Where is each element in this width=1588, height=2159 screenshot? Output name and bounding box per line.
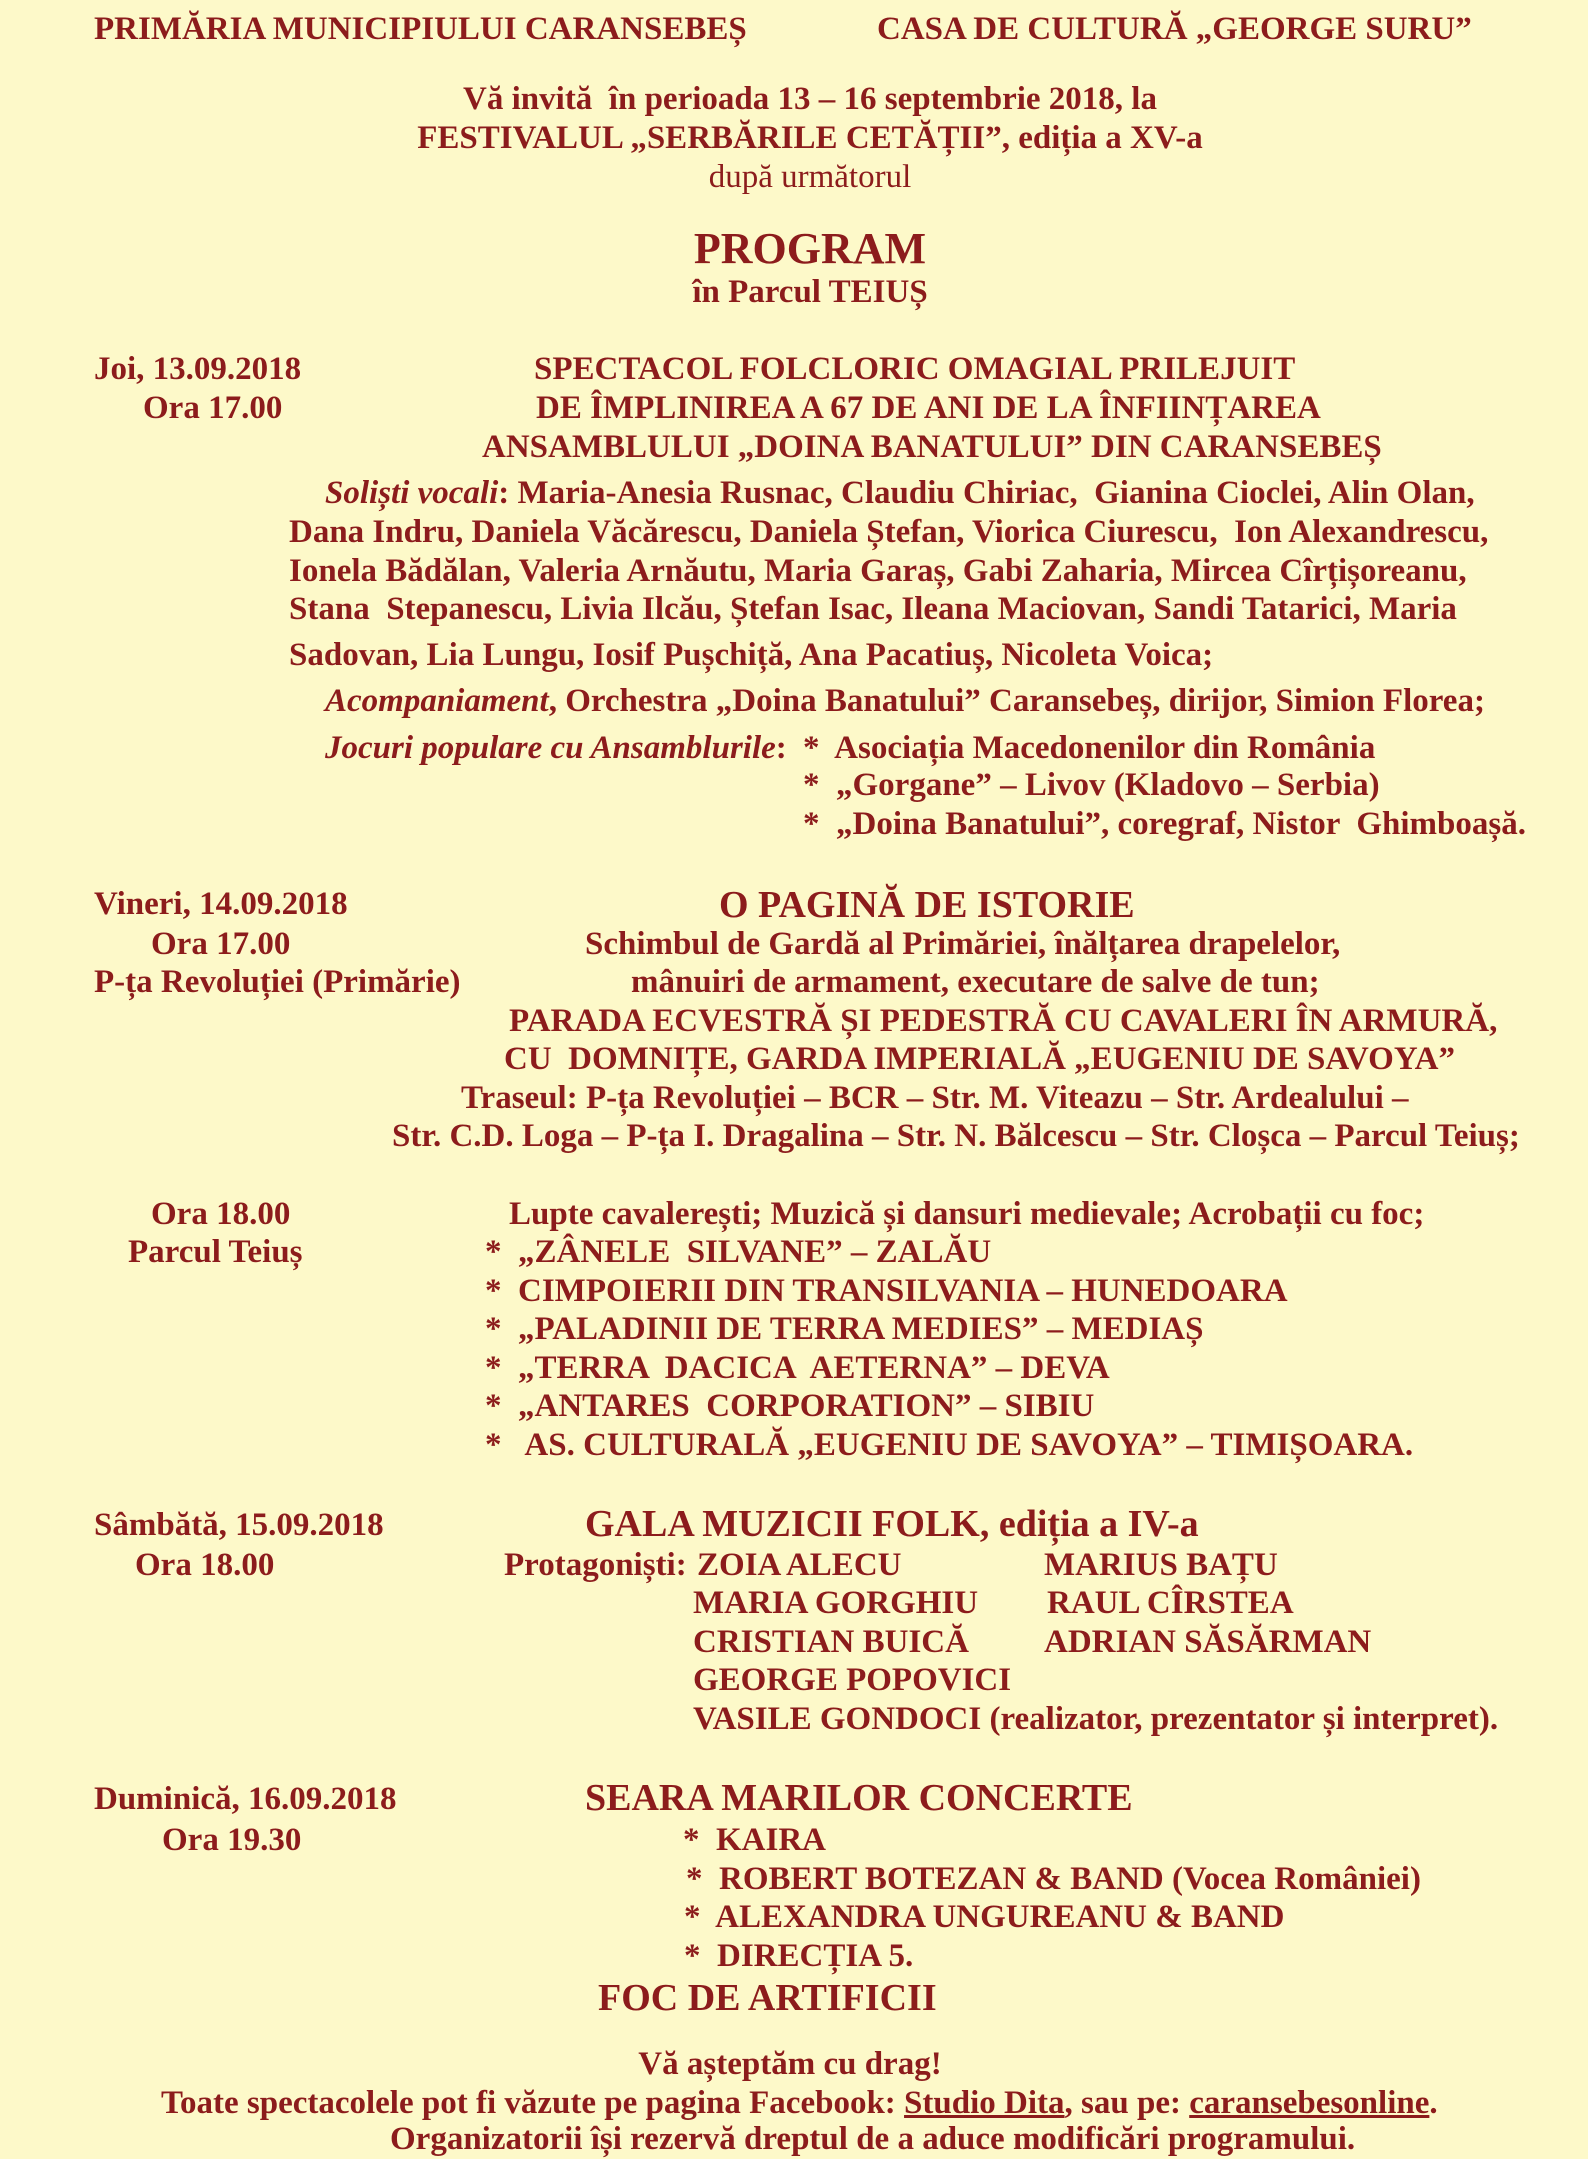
organizers-disclaimer: Organizatorii își rezervă dreptul de a aduce modificări programului.	[390, 2121, 1356, 2157]
ensemble-item: * „Gorgane” – Livov (Kladovo – Serbia)	[803, 767, 1380, 803]
event-date: Duminică, 16.09.2018	[94, 1781, 397, 1817]
artist-name: ADRIAN SĂSĂRMAN	[1044, 1624, 1372, 1660]
event-time: Ora 18.00	[151, 1196, 291, 1232]
event-description-line: mânuiri de armament, executare de salve de tun;	[631, 964, 1320, 1000]
parade-route-line: Traseul: P-ța Revoluției – BCR – Str. M. Viteazu – Str. Ardealului –	[461, 1080, 1409, 1116]
soloists-names: Stana Stepanescu, Livia Ilcău, Ștefan Isac, Ileana Maciovan, Sandi Tatarici, Maria	[289, 591, 1457, 627]
concert-act: * ROBERT BOTEZAN & BAND (Vocea României)	[686, 1861, 1421, 1897]
event-title: GALA MUZICII FOLK, ediția a IV-a	[585, 1503, 1199, 1545]
viewing-info-text: .	[1429, 2085, 1438, 2121]
concert-act: * DIRECȚIA 5.	[684, 1938, 914, 1974]
group-item: * „TERRA DACICA AETERNA” – DEVA	[485, 1350, 1110, 1386]
event-date: Joi, 13.09.2018	[94, 351, 302, 387]
viewing-info-text: , sau pe:	[1064, 2085, 1190, 2121]
invitation-subline: după următorul	[708, 159, 912, 195]
group-item: * „ANTARES CORPORATION” – SIBIU	[485, 1388, 1095, 1424]
event-description-line: Lupte cavalerești; Muzică și dansuri medievale; Acrobații cu foc;	[509, 1196, 1425, 1232]
event-title-line: DE ÎMPLINIREA A 67 DE ANI DE LA ÎNFIINȚAREA	[536, 390, 1321, 426]
parade-route-line: Str. C.D. Loga – P-ța I. Dragalina – Str. N. Bălcescu – Str. Cloșca – Parcul Teiuș;	[392, 1118, 1520, 1154]
festival-name: FESTIVALUL „SERBĂRILE CETĂȚII”, ediția a XV-a	[417, 120, 1203, 156]
dances-label: Jocuri populare cu Ansamblurile	[325, 730, 776, 766]
concert-act: * KAIRA	[683, 1822, 827, 1858]
facebook-page-link[interactable]: Studio Dita	[904, 2085, 1065, 2121]
concert-act: * ALEXANDRA UNGUREANU & BAND	[684, 1899, 1285, 1935]
artist-name: RAUL CÎRSTEA	[1047, 1585, 1294, 1621]
ensemble-item: * Asociația Macedonenilor din România	[803, 730, 1376, 766]
event-title: SEARA MARILOR CONCERTE	[585, 1777, 1133, 1819]
closing-greeting: Vă așteptăm cu drag!	[638, 2046, 942, 2082]
event-description-line: PARADA ECVESTRĂ ȘI PEDESTRĂ CU CAVALERI ÎN ARMURĂ,	[509, 1003, 1498, 1039]
protagonists-label: Protagoniști:	[504, 1547, 687, 1583]
group-item: * AS. CULTURALĂ „EUGENIU DE SAVOYA” – TIMIȘOARA.	[485, 1427, 1414, 1463]
program-location: în Parcul TEIUȘ	[692, 274, 928, 310]
event-place: Parcul Teiuș	[128, 1234, 303, 1270]
artist-name: VASILE GONDOCI (realizator, prezentator și interpret).	[693, 1701, 1499, 1737]
event-time: Ora 18.00	[135, 1547, 275, 1583]
website-link[interactable]: caransebesonline	[1189, 2085, 1430, 2121]
soloists-names: Sadovan, Lia Lungu, Iosif Pușchiță, Ana Pacatiuș, Nicoleta Voica;	[289, 637, 1214, 673]
accompaniment-text: , Orchestra „Doina Banatului” Caransebeș, dirijor, Simion Florea;	[548, 683, 1485, 719]
dances-suffix: :	[775, 730, 787, 766]
city-hall-name: PRIMĂRIA MUNICIPIULUI CARANSEBEȘ	[94, 11, 747, 47]
soloists-names: Dana Indru, Daniela Văcărescu, Daniela Ștefan, Viorica Ciurescu, Ion Alexandrescu,	[289, 514, 1489, 550]
event-title-line: ANSAMBLULUI „DOINA BANATULUI” DIN CARANSEBEȘ	[482, 429, 1382, 465]
artist-name: ZOIA ALECU	[697, 1547, 902, 1583]
event-time: Ora 19.30	[162, 1822, 302, 1858]
fireworks-title: FOC DE ARTIFICII	[598, 1977, 937, 2019]
artist-name: MARIA GORGHIU	[693, 1585, 979, 1621]
event-date: Sâmbătă, 15.09.2018	[94, 1507, 384, 1543]
program-title: PROGRAM	[693, 224, 927, 273]
event-description-line: Schimbul de Gardă al Primăriei, înălțarea drapelelor,	[585, 926, 1341, 962]
event-time: Ora 17.00	[151, 926, 291, 962]
viewing-info-line	[161, 2086, 1438, 2120]
soloists-label: Soliști vocali	[325, 475, 499, 511]
viewing-info-text: Toate spectacolele pot fi văzute pe pagina Facebook:	[161, 2085, 905, 2121]
dances-line	[325, 731, 787, 765]
soloists-line	[325, 476, 1475, 510]
accompaniment-line	[325, 684, 1485, 718]
event-title: O PAGINĂ DE ISTORIE	[719, 884, 1135, 926]
ensemble-item: * „Doina Banatului”, coregraf, Nistor Ghimboașă.	[803, 806, 1526, 842]
accompaniment-label: Acompaniament	[325, 683, 549, 719]
event-place: P-ța Revoluției (Primărie)	[94, 964, 461, 1000]
group-item: * CIMPOIERII DIN TRANSILVANIA – HUNEDOARA	[485, 1273, 1288, 1309]
soloists-names: Ionela Bădălan, Valeria Arnăutu, Maria Garaș, Gabi Zaharia, Mircea Cîrțișoreanu,	[289, 553, 1467, 589]
artist-name: MARIUS BAȚU	[1044, 1547, 1278, 1583]
culture-house-name: CASA DE CULTURĂ „GEORGE SURU”	[877, 11, 1472, 47]
soloists-names: : Maria-Anesia Rusnac, Claudiu Chiriac, Gianina Cioclei, Alin Olan,	[498, 475, 1475, 511]
event-description-line: CU DOMNIȚE, GARDA IMPERIALĂ „EUGENIU DE SAVOYA”	[504, 1041, 1455, 1077]
event-title-line: SPECTACOL FOLCLORIC OMAGIAL PRILEJUIT	[534, 351, 1296, 387]
event-date: Vineri, 14.09.2018	[94, 886, 348, 922]
group-item: * „ZÂNELE SILVANE” – ZALĂU	[485, 1234, 992, 1270]
artist-name: CRISTIAN BUICĂ	[693, 1624, 969, 1660]
artist-name: GEORGE POPOVICI	[693, 1662, 1012, 1698]
group-item: * „PALADINII DE TERRA MEDIES” – MEDIAȘ	[485, 1311, 1204, 1347]
invitation-line: Vă invită în perioada 13 – 16 septembrie 2018, la	[463, 81, 1157, 117]
event-time: Ora 17.00	[143, 390, 283, 426]
